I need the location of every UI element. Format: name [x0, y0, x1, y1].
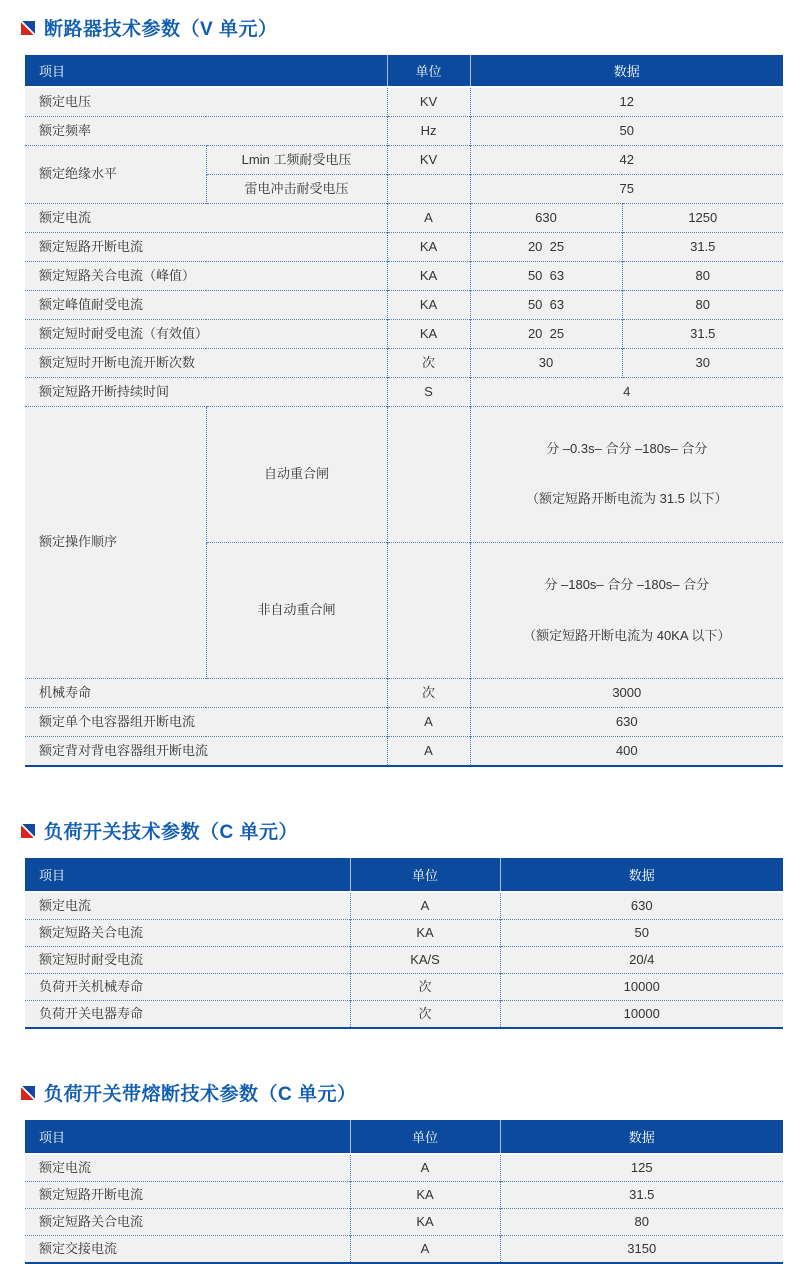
cell-unit: 次 — [387, 349, 470, 378]
cell-data: 75 — [470, 175, 783, 204]
cell-sub-item: 雷电冲击耐受电压 — [206, 175, 387, 204]
cell-unit: KV — [387, 87, 470, 117]
table-row — [25, 708, 783, 737]
cell-unit: A — [350, 1154, 500, 1182]
cell-unit: KA — [350, 1182, 500, 1209]
cell-item: 额定短路开断持续时间 — [25, 378, 387, 407]
cell-sub-item: Lmin 工频耐受电压 — [206, 146, 387, 175]
cell-data-line-1: 分 –0.3s– 合分 –180s– 合分 — [546, 440, 708, 456]
cell-unit: 次 — [350, 1001, 500, 1029]
cell-item: 额定短路开断电流 — [25, 233, 387, 262]
table-row — [25, 947, 783, 974]
cell-item-group: 额定操作顺序 — [25, 407, 206, 679]
cell-item: 额定交接电流 — [25, 1236, 350, 1264]
cell-item: 额定短路开断电流 — [25, 1182, 350, 1209]
cell-unit: KA — [350, 920, 500, 947]
column-header-item: 项目 — [25, 55, 387, 87]
cell-data-1: 20 25 — [470, 320, 622, 349]
cell-data: 125 — [500, 1154, 783, 1182]
table-row — [25, 146, 783, 175]
cell-unit: A — [350, 1236, 500, 1264]
cell-data: 630 — [470, 708, 783, 737]
cell-data-line-1: 分 –180s– 合分 –180s– 合分 — [544, 576, 710, 592]
cell-unit: S — [387, 378, 470, 407]
load-switch-table — [25, 858, 783, 1029]
table-row — [25, 233, 783, 262]
table-header-row — [25, 1120, 783, 1154]
cell-unit: 次 — [350, 974, 500, 1001]
cell-unit: KA — [350, 1209, 500, 1236]
cell-unit: KA — [387, 233, 470, 262]
table-row — [25, 974, 783, 1001]
table-row — [25, 737, 783, 767]
column-header-unit: 单位 — [387, 55, 470, 87]
circuit-breaker-table — [25, 55, 783, 767]
cell-data — [470, 543, 783, 679]
cell-item: 机械寿命 — [25, 679, 387, 708]
cell-item: 额定短时开断电流开断次数 — [25, 349, 387, 378]
cell-item: 额定短时耐受电流 — [25, 947, 350, 974]
column-header-data: 数据 — [500, 1120, 783, 1154]
cell-data-line-2: （额定短路开断电流为 40KA 以下） — [523, 627, 731, 643]
section-title — [21, 14, 779, 41]
cell-item: 额定短路关合电流 — [25, 920, 350, 947]
cell-data: 50 — [470, 117, 783, 146]
table-row — [25, 1182, 783, 1209]
section-title — [21, 1079, 779, 1106]
table-row — [25, 407, 783, 543]
section-load-switch-params — [25, 817, 779, 1029]
cell-item: 额定电压 — [25, 87, 387, 117]
cell-data: 20/4 — [500, 947, 783, 974]
cell-item: 额定峰值耐受电流 — [25, 291, 387, 320]
cell-unit: Hz — [387, 117, 470, 146]
cell-unit: A — [387, 204, 470, 233]
cell-data-1: 630 — [470, 204, 622, 233]
table-row — [25, 1236, 783, 1264]
section-title-text: 断路器技术参数（V 单元） — [44, 19, 278, 40]
cell-data: 400 — [470, 737, 783, 767]
table-row — [25, 679, 783, 708]
cell-item: 额定频率 — [25, 117, 387, 146]
section-circuit-breaker-params — [25, 14, 779, 767]
cell-unit: KA/S — [350, 947, 500, 974]
cell-data-1: 50 63 — [470, 262, 622, 291]
cell-sub-item: 非自动重合闸 — [206, 543, 387, 679]
cell-item: 额定短路关合电流（峰值） — [25, 262, 387, 291]
table-row — [25, 892, 783, 920]
column-header-data: 数据 — [500, 858, 783, 892]
cell-data-line-2: （额定短路开断电流为 31.5 以下） — [526, 491, 728, 507]
cell-item: 额定短路关合电流 — [25, 1209, 350, 1236]
cell-item: 负荷开关电器寿命 — [25, 1001, 350, 1029]
diagonal-square-icon — [21, 824, 35, 838]
cell-data: 10000 — [500, 974, 783, 1001]
cell-data: 80 — [500, 1209, 783, 1236]
cell-unit — [387, 543, 470, 679]
cell-unit: KA — [387, 262, 470, 291]
cell-data-1: 50 63 — [470, 291, 622, 320]
diagonal-square-icon — [21, 1086, 35, 1100]
table-row — [25, 349, 783, 378]
cell-data-2: 30 — [622, 349, 783, 378]
cell-unit: A — [387, 708, 470, 737]
cell-data-2: 1250 — [622, 204, 783, 233]
column-header-unit: 单位 — [350, 858, 500, 892]
cell-data: 50 — [500, 920, 783, 947]
cell-unit: KV — [387, 146, 470, 175]
table-row — [25, 920, 783, 947]
cell-item-group: 额定绝缘水平 — [25, 146, 206, 204]
table-row — [25, 204, 783, 233]
cell-unit — [387, 407, 470, 543]
cell-data — [470, 407, 783, 543]
table-row — [25, 87, 783, 117]
cell-unit: KA — [387, 320, 470, 349]
cell-data: 630 — [500, 892, 783, 920]
cell-item: 额定短时耐受电流（有效值） — [25, 320, 387, 349]
column-header-unit: 单位 — [350, 1120, 500, 1154]
cell-data-1: 20 25 — [470, 233, 622, 262]
cell-data: 10000 — [500, 1001, 783, 1029]
cell-data: 4 — [470, 378, 783, 407]
cell-data-2: 80 — [622, 262, 783, 291]
table-row — [25, 378, 783, 407]
column-header-item: 项目 — [25, 1120, 350, 1154]
cell-item: 额定单个电容器组开断电流 — [25, 708, 387, 737]
section-title-text: 负荷开关带熔断技术参数（C 单元） — [44, 1084, 357, 1106]
cell-data: 12 — [470, 87, 783, 117]
table-row — [25, 117, 783, 146]
cell-data-2: 80 — [622, 291, 783, 320]
cell-item: 额定电流 — [25, 1154, 350, 1182]
cell-data: 3150 — [500, 1236, 783, 1264]
cell-unit — [387, 175, 470, 204]
load-switch-fuse-table — [25, 1120, 783, 1264]
table-header-row — [25, 858, 783, 892]
cell-unit: KA — [387, 291, 470, 320]
section-load-switch-fuse-params — [25, 1079, 779, 1264]
table-row — [25, 320, 783, 349]
cell-data-2: 31.5 — [622, 320, 783, 349]
cell-data: 42 — [470, 146, 783, 175]
table-row — [25, 1154, 783, 1182]
table-row — [25, 262, 783, 291]
cell-unit: 次 — [387, 679, 470, 708]
cell-item: 额定背对背电容器组开断电流 — [25, 737, 387, 767]
column-header-item: 项目 — [25, 858, 350, 892]
cell-data-1: 30 — [470, 349, 622, 378]
section-title — [21, 817, 779, 844]
cell-item: 负荷开关机械寿命 — [25, 974, 350, 1001]
table-header-row — [25, 55, 783, 87]
cell-data-2: 31.5 — [622, 233, 783, 262]
cell-data: 3000 — [470, 679, 783, 708]
cell-sub-item: 自动重合闸 — [206, 407, 387, 543]
diagonal-square-icon — [21, 21, 35, 35]
table-row — [25, 1001, 783, 1029]
column-header-data: 数据 — [470, 55, 783, 87]
cell-unit: A — [350, 892, 500, 920]
table-row — [25, 1209, 783, 1236]
cell-item: 额定电流 — [25, 204, 387, 233]
cell-unit: A — [387, 737, 470, 767]
cell-item: 额定电流 — [25, 892, 350, 920]
section-title-text: 负荷开关技术参数（C 单元） — [44, 822, 299, 844]
table-row — [25, 291, 783, 320]
cell-data: 31.5 — [500, 1182, 783, 1209]
